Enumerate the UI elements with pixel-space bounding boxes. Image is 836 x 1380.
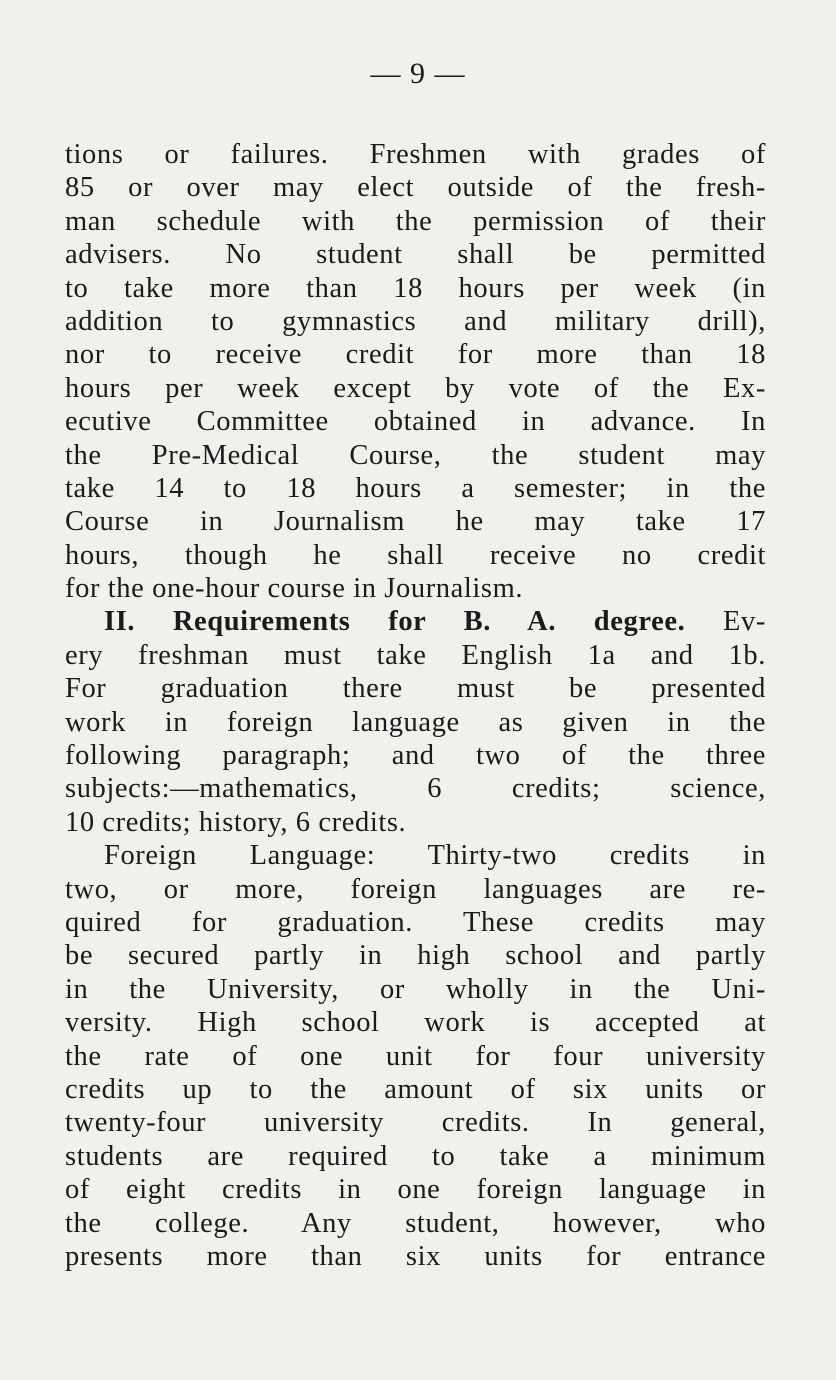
page-body <box>65 138 766 1273</box>
text-line: versity. High school work is accepted at <box>65 1007 766 1039</box>
text-line: man schedule with the permission of their <box>65 205 766 237</box>
text-line: twenty-four university credits. In general, <box>65 1107 766 1139</box>
text-line: ecutive Committee obtained in advance. In <box>65 406 766 438</box>
text-line: take 14 to 18 hours a semester; in the <box>65 472 766 504</box>
text-line: work in foreign language as given in the <box>65 706 766 738</box>
text-line: the college. Any student, however, who <box>65 1207 766 1239</box>
text-line: nor to receive credit for more than 18 <box>65 339 766 371</box>
text-line: credits up to the amount of six units or <box>65 1073 766 1105</box>
text-line: quired for graduation. These credits may <box>65 906 766 938</box>
section-heading: II. Requirements for B. A. degree. <box>104 606 686 638</box>
text-line: For graduation there must be presented <box>65 673 766 705</box>
text-line: the rate of one unit for four university <box>65 1040 766 1072</box>
text-line: advisers. No student shall be permitted <box>65 239 766 271</box>
text-line: the Pre-Medical Course, the student may <box>65 439 766 471</box>
text-line: hours per week except by vote of the Ex- <box>65 372 766 404</box>
text-line: following paragraph; and two of the three <box>65 740 766 772</box>
text-line: hours, though he shall receive no credit <box>65 539 766 571</box>
section-heading-line <box>65 605 766 638</box>
text-line: to take more than 18 hours per week (in <box>65 272 766 304</box>
text-line: 10 credits; history, 6 credits. <box>65 806 407 838</box>
text-line: ery freshman must take English 1a and 1b. <box>65 639 766 671</box>
text-line: 85 or over may elect outside of the fresh- <box>65 172 766 204</box>
text-line: tions or failures. Freshmen with grades of <box>65 139 766 170</box>
text-line: presents more than six units for entrance <box>65 1240 766 1272</box>
text-line: Foreign Language: Thirty-two credits in <box>104 840 766 872</box>
text-line: subjects:—mathematics, 6 credits; science, <box>65 773 766 805</box>
text-line: students are required to take a minimum <box>65 1140 766 1172</box>
text-line: two, or more, foreign languages are re- <box>65 873 766 905</box>
text-line: be secured partly in high school and partly <box>65 940 766 972</box>
text-line: Course in Journalism he may take 17 <box>65 506 766 538</box>
text-line: for the one-hour course in Journalism. <box>65 573 524 605</box>
text-line: of eight credits in one foreign language in <box>65 1174 766 1206</box>
text-line: in the University, or wholly in the Uni- <box>65 973 766 1005</box>
heading-line-rest: Ev- <box>685 606 766 638</box>
text-line: addition to gymnastics and military drill), <box>65 305 766 337</box>
page-number: — 9 — <box>370 57 466 90</box>
